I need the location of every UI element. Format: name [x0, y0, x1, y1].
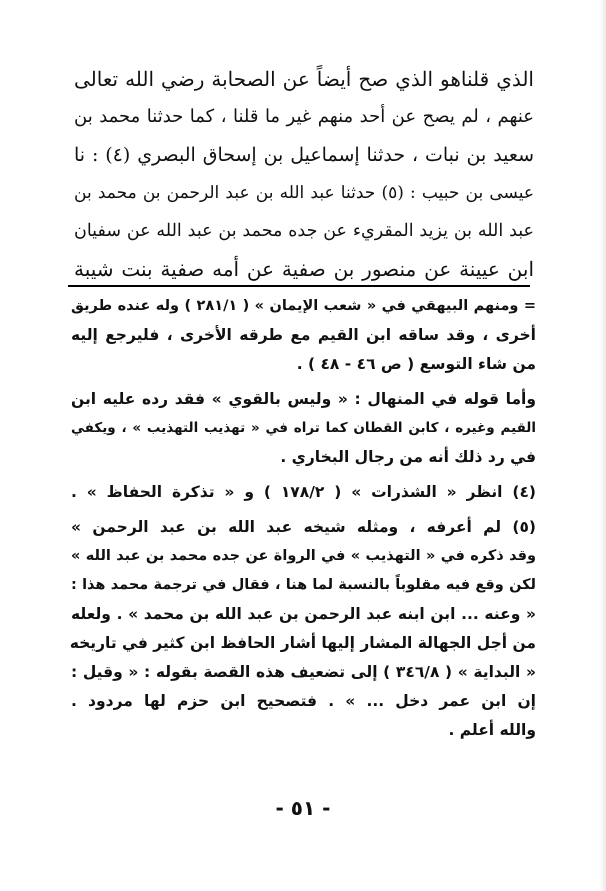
- footnotes-block: [71, 292, 536, 745]
- footnote-line: القيم وغيره ، كابن القطان كما تراه في « تهذيب التهذيب » ، ويكفي: [71, 420, 536, 436]
- page-number: - ٥١ -: [275, 796, 331, 820]
- footnote-line: وقد ذكره في « التهذيب » في الرواة عن جده محمد بن عبد الله »: [71, 548, 536, 564]
- main-text-line: عنهم ، لم يصح عن أحد منهم غير ما قلنا ، كما حدثنا محمد بن: [74, 106, 534, 127]
- main-text-block: [74, 60, 534, 288]
- footnote-line: « وعنه ... ابن ابنه عبد الرحمن بن عبد الله بن محمد » . ولعله: [71, 605, 536, 623]
- footnote-line: في رد ذلك أنه من رجال البخاري .: [280, 448, 536, 466]
- footnote-divider: [68, 285, 530, 287]
- main-text-line: ابن عيينة عن منصور بن صفية عن أمه صفية بنت شيبة: [74, 257, 534, 281]
- footnote-line: أخرى ، وقد ساقه ابن القيم مع طرقه الأخرى ، فليرجع إليه: [71, 326, 536, 344]
- footnote-line: إن ابن عمر دخل ... » . فتصحيح ابن حزم لها مردود .: [71, 692, 536, 710]
- main-text-line: عيسى بن حبيب : (٥) حدثنا عبد الله بن عبد الرحمن بن محمد بن: [74, 183, 534, 203]
- main-text-line: سعيد بن نبات ، حدثنا إسماعيل بن إسحاق البصري (٤) : نا: [74, 144, 534, 166]
- footnote-line: (٥) لم أعرفه ، ومثله شيخه عبد الله بن عبد الرحمن »: [71, 518, 536, 536]
- main-text-line: الذي قلناهو الذي صح أيضاً عن الصحابة رضي الله تعالى: [74, 67, 534, 91]
- main-text-line: عبد الله بن يزيد المقريء عن جده محمد بن عبد الله عن سفيان: [74, 221, 534, 241]
- footnote-line: من أجل الجهالة المشار إليها أشار الحافظ ابن كثير في تاريخه: [69, 634, 536, 652]
- footnote-line: = ومنهم البيهقي في « شعب الإيمان » ( ٢٨١/١ ) وله عنده طريق: [71, 298, 536, 314]
- page-edge-shadow: [600, 0, 606, 891]
- footnote-line: والله أعلم .: [448, 721, 536, 739]
- footnote-line: وأما قوله في المنهال : « وليس بالقوي » فقد رده عليه ابن: [71, 390, 536, 408]
- footnote-line: لكن وقع فيه مقلوباً بالنسبة لما هنا ، فقال في ترجمة محمد هذا :: [71, 577, 536, 593]
- footnote-line: من شاء التوسع ( ص ٤٦ - ٤٨ ) .: [296, 355, 536, 373]
- footnote-line: « البداية » ( ٣٤٦/٨ ) إلى تضعيف هذه القصة بقوله : « وقيل :: [71, 663, 536, 681]
- footnote-line: (٤) انظر « الشذرات » ( ١٧٨/٢ ) و « تذكرة الحفاظ » .: [71, 483, 536, 501]
